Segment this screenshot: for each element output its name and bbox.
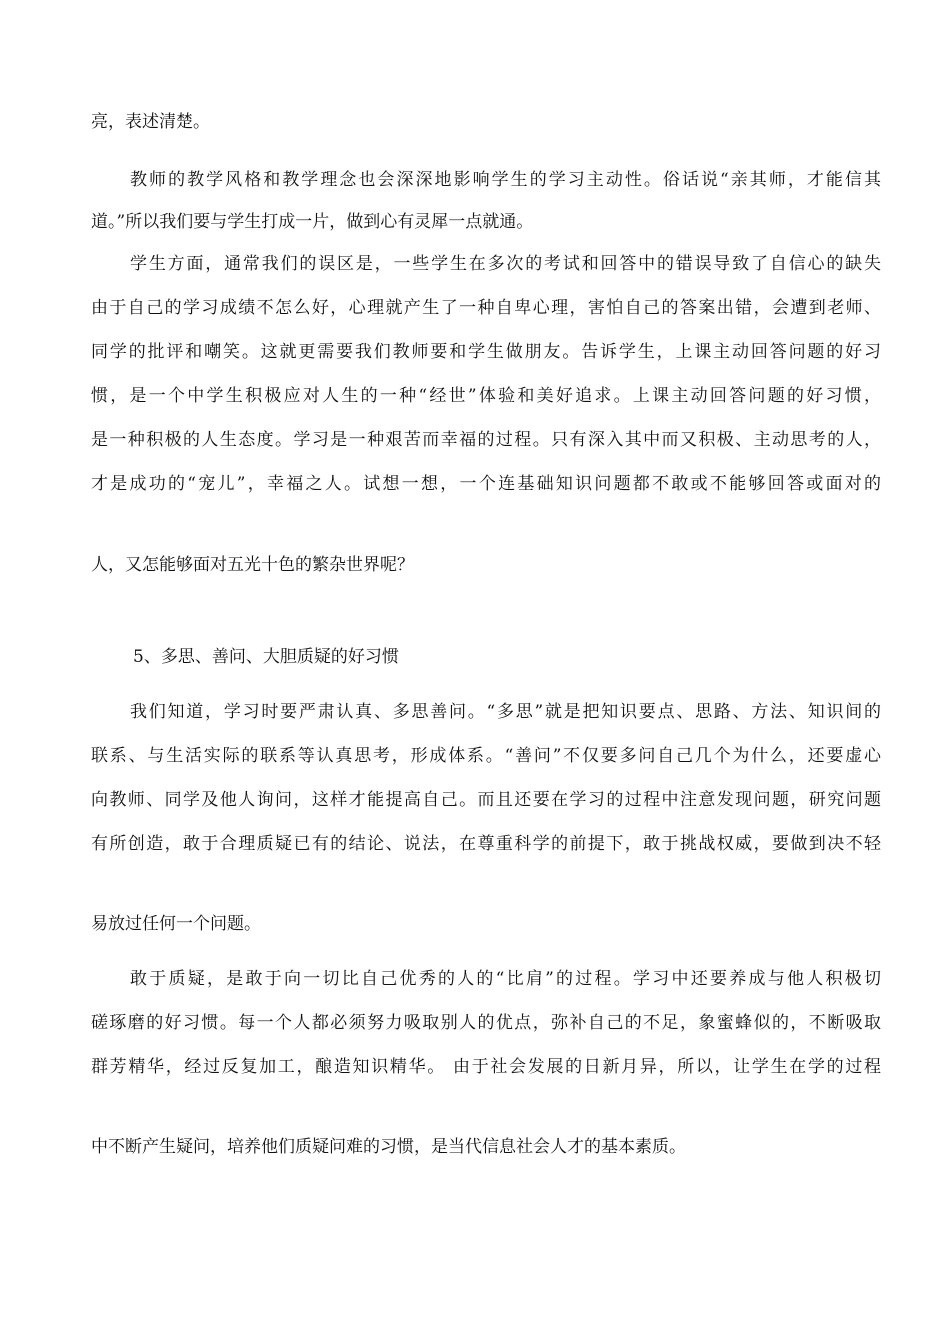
paragraph-line: 向教师、同学及他人询问，这样才能提高自己。而且还要在学习的过程中注意发现问题，研究问题 [91, 790, 881, 810]
paragraph-line: 惯，是一个中学生积极应对人生的一种“经世”体验和美好追求。上课主动回答问题的好习惯， [91, 386, 881, 406]
paragraph-line: 中不断产生疑问，培养他们质疑问难的习惯，是当代信息社会人才的基本素质。 [91, 1137, 686, 1157]
paragraph-line: 同学的批评和嘲笑。这就更需要我们教师要和学生做朋友。告诉学生，上课主动回答问题的好习 [91, 342, 881, 362]
paragraph-line: 是一种积极的人生态度。学习是一种艰苦而幸福的过程。只有深入其中而又积极、主动思考的人， [91, 430, 881, 450]
paragraph-line: 敢于质疑，是敢于向一切比自己优秀的人的“比肩”的过程。学习中还要养成与他人积极切 [130, 969, 881, 989]
paragraph-line: 易放过任何一个问题。 [91, 914, 261, 934]
paragraph-line: 教师的教学风格和教学理念也会深深地影响学生的学习主动性。俗话说“亲其师，才能信其 [130, 170, 881, 190]
paragraph-line: 人，又怎能够面对五光十色的繁杂世界呢？ [91, 555, 414, 575]
paragraph-line: 亮，表述清楚。 [91, 112, 210, 132]
paragraph-line: 磋琢磨的好习惯。每一个人都必须努力吸取别人的优点，弥补自己的不足，象蜜蜂似的，不断吸取 [91, 1013, 881, 1033]
section-heading: 5、多思、善问、大胆质疑的好习惯 [133, 647, 399, 667]
paragraph-line: 由于自己的学习成绩不怎么好，心理就产生了一种自卑心理，害怕自己的答案出错，会遭到老师、 [91, 298, 881, 318]
paragraph-line: 学生方面，通常我们的误区是，一些学生在多次的考试和回答中的错误导致了自信心的缺失 [130, 254, 881, 274]
paragraph-line: 才是成功的“宠儿”，幸福之人。试想一想，一个连基础知识问题都不敢或不能够回答或面对的 [91, 474, 881, 494]
paragraph-line: 群芳精华，经过反复加工，酿造知识精华。 由于社会发展的日新月异，所以，让学生在学的过程 [91, 1057, 881, 1077]
paragraph-line: 我们知道，学习时要严肃认真、多思善问。“多思”就是把知识要点、思路、方法、知识间的 [130, 702, 881, 722]
paragraph-line: 有所创造，敢于合理质疑已有的结论、说法，在尊重科学的前提下，敢于挑战权威，要做到决不轻 [91, 834, 881, 854]
paragraph-line: 道。”所以我们要与学生打成一片，做到心有灵犀一点就通。 [91, 212, 534, 232]
paragraph-line: 联系、与生活实际的联系等认真思考，形成体系。“善问”不仅要多问自己几个为什么，还要虚心 [91, 746, 881, 766]
